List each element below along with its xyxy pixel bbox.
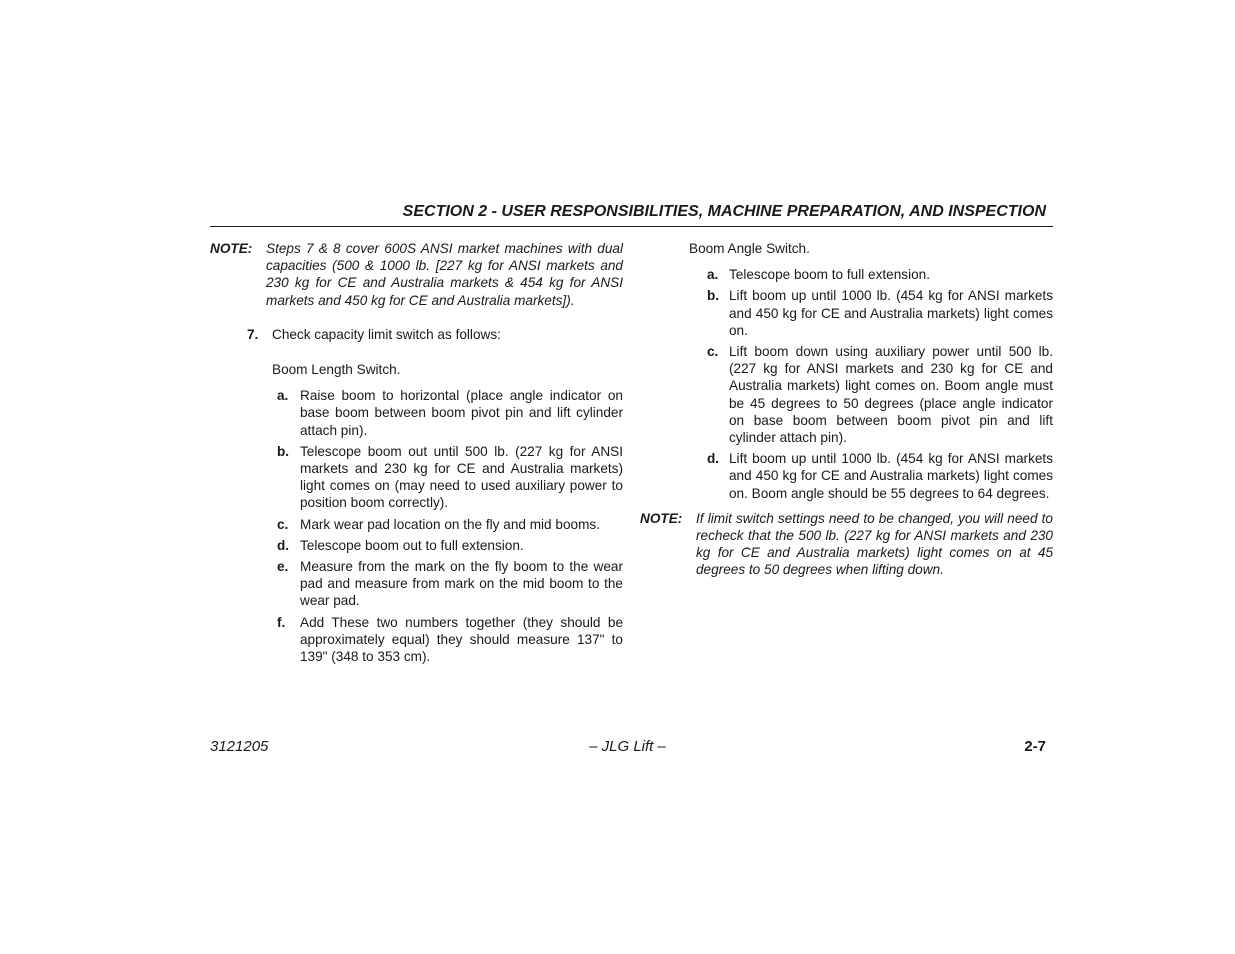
header-divider bbox=[210, 226, 1053, 227]
list-item bbox=[640, 287, 1053, 339]
step-number: 7. bbox=[247, 326, 259, 342]
note-label: NOTE: bbox=[640, 510, 683, 526]
item-text: Add These two numbers together (they should be approximately equal) they should measure 137" to 139" (348 to 353 cm). bbox=[300, 614, 623, 665]
item-text: Lift boom up until 1000 lb. (454 kg for ANSI markets and 450 kg for CE and Australia markets) light comes on. bbox=[729, 288, 1053, 338]
item-letter: f. bbox=[277, 614, 286, 630]
note-limit-switch bbox=[640, 510, 1053, 579]
list-item bbox=[640, 450, 1053, 502]
item-text: Telescope boom out to full extension. bbox=[300, 537, 524, 553]
item-text: Telescope boom out until 500 lb. (227 kg for ANSI markets and 230 kg for CE and Australia markets) light comes on (may need to used auxiliary power to position boom correctly). bbox=[300, 443, 623, 511]
list-item bbox=[210, 443, 623, 512]
note-text: If limit switch settings need to be changed, you will need to recheck that the 500 lb. (227 kg for ANSI markets and 230 kg for CE and Australia markets) light comes on at 45 degrees to 50 degrees when lifting down. bbox=[696, 510, 1053, 578]
list-item bbox=[210, 537, 623, 554]
step-7 bbox=[210, 326, 623, 343]
right-column bbox=[640, 240, 1053, 579]
item-text: Mark wear pad location on the fly and mid booms. bbox=[300, 516, 600, 532]
item-text: Raise boom to horizontal (place angle indicator on base boom between boom pivot pin and lift cylinder attach pin). bbox=[300, 388, 623, 438]
boom-length-steps bbox=[210, 387, 623, 665]
item-letter: b. bbox=[277, 443, 290, 459]
item-text: Lift boom down using auxiliary power until 500 lb. (227 kg for ANSI markets and 230 kg for CE and Australia markets) light comes on. Boom angle must be 45 degrees to 50 degrees (place angle indicator on base boom between boom pivot pin and lift cylinder attach pin). bbox=[729, 344, 1053, 446]
list-item bbox=[210, 516, 623, 533]
item-text: Lift boom up until 1000 lb. (454 kg for ANSI markets and 450 kg for CE and Australia markets) light comes on. Boom angle should be 55 degrees to 64 degrees. bbox=[729, 451, 1053, 501]
list-item bbox=[210, 558, 623, 610]
list-item bbox=[640, 266, 1053, 283]
item-letter: a. bbox=[277, 388, 289, 404]
item-text: Telescope boom to full extension. bbox=[729, 267, 931, 283]
footer-brand: – JLG Lift – bbox=[589, 738, 666, 755]
item-letter: d. bbox=[277, 537, 290, 553]
item-letter: e. bbox=[277, 559, 289, 575]
item-letter: d. bbox=[707, 451, 720, 467]
item-letter: b. bbox=[707, 288, 720, 304]
item-text: Measure from the mark on the fly boom to the wear pad and measure from mark on the mid boom to the wear pad. bbox=[300, 559, 623, 609]
left-column bbox=[210, 240, 623, 669]
section-title: SECTION 2 - USER RESPONSIBILITIES, MACHINE PREPARATION, AND INSPECTION bbox=[402, 203, 1046, 220]
boom-angle-switch-heading: Boom Angle Switch. bbox=[689, 241, 810, 256]
document-number: 3121205 bbox=[210, 738, 269, 755]
list-item bbox=[210, 387, 623, 439]
item-letter: c. bbox=[707, 344, 719, 360]
boom-length-switch-heading: Boom Length Switch. bbox=[272, 362, 401, 378]
item-letter: a. bbox=[707, 267, 719, 283]
item-letter: c. bbox=[277, 516, 289, 532]
list-item bbox=[210, 614, 623, 666]
note-label: NOTE: bbox=[210, 241, 253, 256]
note-text: Steps 7 & 8 cover 600S ANSI market machines with dual capacities (500 & 1000 lb. [227 kg for ANSI markets and 230 kg for CE and Australia markets & 454 kg for ANSI markets and 450 kg for CE and Australia markets]). bbox=[266, 241, 623, 308]
list-item bbox=[640, 343, 1053, 446]
step-text: Check capacity limit switch as follows: bbox=[272, 326, 501, 342]
page-number: 2-7 bbox=[1024, 738, 1046, 755]
note-dual-capacity bbox=[210, 240, 623, 309]
boom-angle-steps bbox=[640, 266, 1053, 502]
